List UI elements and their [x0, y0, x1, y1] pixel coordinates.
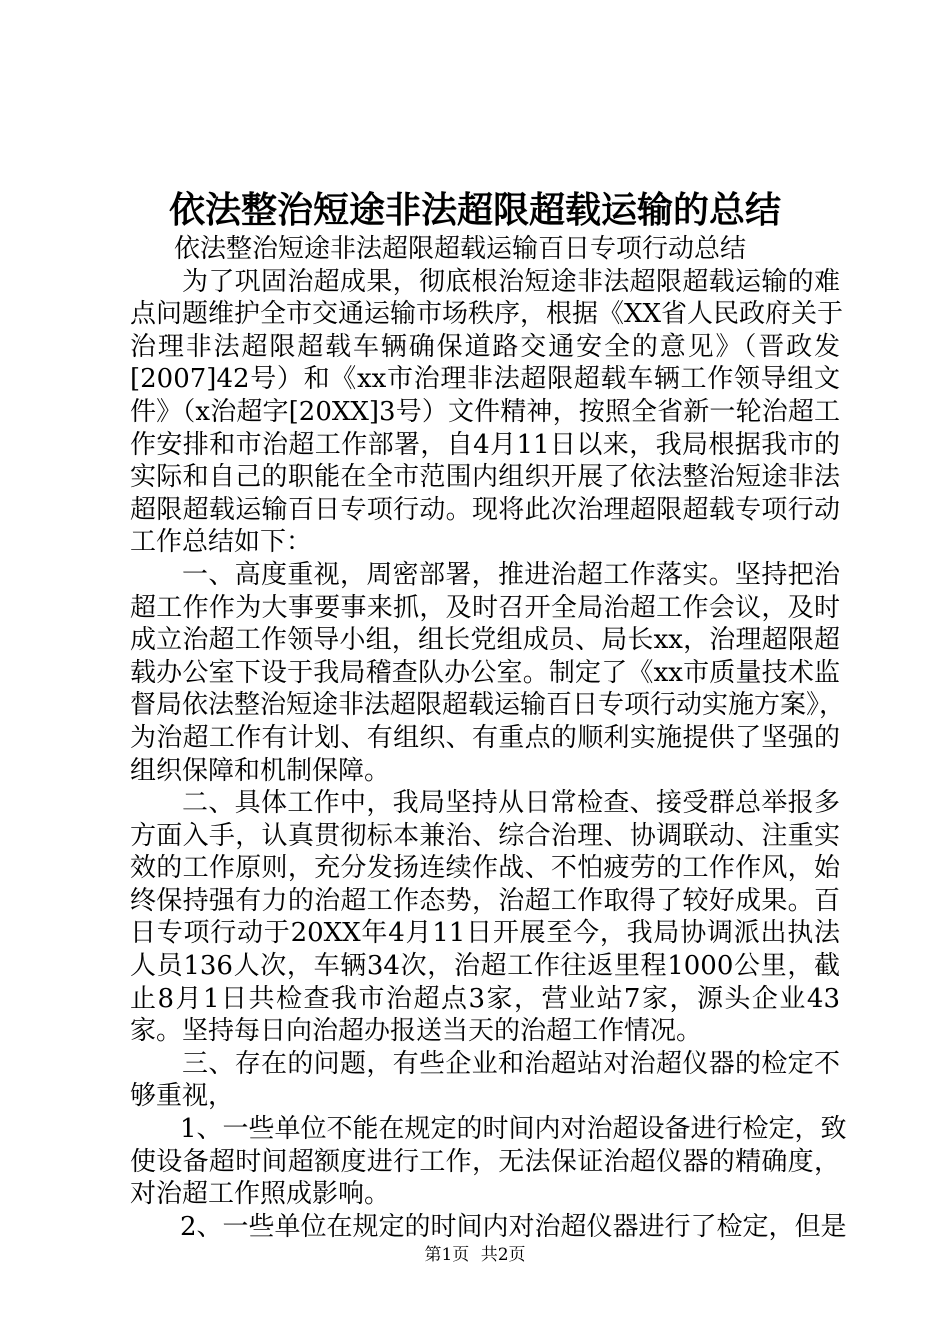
- document-body: [130, 233, 847, 1243]
- paragraph-line: 为治超工作有计划、有组织、有重点的顺利实施提供了坚强的: [130, 722, 840, 753]
- page-total: 共2页: [480, 1245, 526, 1265]
- paragraph-line: 2、一些单位在规定的时间内对治超仪器进行了检定，但是: [180, 1211, 847, 1242]
- paragraph-line: 对治超工作照成影响。: [130, 1179, 391, 1210]
- paragraph-line: 效的工作原则，充分发扬连续作战、不怕疲劳的工作作风，始: [130, 853, 840, 884]
- paragraph-line: 作安排和市治超工作部署，自4月11日以来，我局根据我市的: [130, 429, 840, 460]
- paragraph-line: 使设备超时间超额度进行工作，无法保证治超仪器的精确度，: [130, 1146, 840, 1177]
- paragraph-line: 成立治超工作领导小组，组长党组成员、局长xx，治理超限超: [130, 625, 840, 656]
- paragraph-line: 载办公室下设于我局稽查队办公室。制定了《xx市质量技术监: [130, 657, 840, 688]
- paragraph-line: 人员136人次，车辆34次，治超工作往返里程1000公里，截: [130, 951, 840, 982]
- paragraph-line: 家。坚持每日向治超办报送当天的治超工作情况。: [130, 1016, 703, 1047]
- paragraph-line: 超限超载运输百日专项行动。现将此次治理超限超载专项行动: [130, 494, 840, 525]
- paragraph-line: 实际和自己的职能在全市范围内组织开展了依法整治短途非法: [130, 462, 840, 493]
- paragraph-line: 方面入手，认真贯彻标本兼治、综合治理、协调联动、注重实: [130, 820, 840, 851]
- page-footer: [0, 1243, 950, 1267]
- paragraph-line: 一、高度重视，周密部署，推进治超工作落实。坚持把治: [182, 559, 840, 590]
- paragraph-line: 工作总结如下：: [130, 527, 313, 558]
- paragraph-line: 够重视，: [130, 1081, 235, 1112]
- paragraph-line: 督局依法整治短途非法超限超载运输百日专项行动实施方案》，: [130, 690, 846, 721]
- document-title: 依法整治短途非法超限超载运输的总结: [168, 189, 781, 231]
- paragraph-line: 超工作作为大事要事来抓，及时召开全局治超工作会议，及时: [130, 592, 840, 623]
- paragraph-line: 件》（x治超字[20XX]3号）文件精神，按照全省新一轮治超工: [130, 396, 840, 427]
- paragraph-line: 日专项行动于20XX年4月11日开展至今，我局协调派出执法: [130, 918, 840, 949]
- paragraph-line: [2007]42号）和《xx市治理非法超限超载车辆工作领导组文: [130, 364, 840, 395]
- paragraph-line: 为了巩固治超成果，彻底根治短途非法超限超载运输的难: [182, 266, 840, 297]
- document-subtitle: 依法整治短途非法超限超载运输百日专项行动总结: [174, 234, 747, 264]
- paragraph-line: 三、存在的问题，有些企业和治超站对治超仪器的检定不: [182, 1048, 840, 1079]
- paragraph-line: 止8月1日共检查我市治超点3家，营业站7家，源头企业43: [130, 983, 840, 1014]
- paragraph-line: 点问题维护全市交通运输市场秩序，根据《XX省人民政府关于: [130, 299, 844, 330]
- paragraph-line: 组织保障和机制保障。: [130, 755, 391, 786]
- paragraph-line: 治理非法超限超载车辆确保道路交通安全的意见》（晋政发: [130, 331, 840, 362]
- page-number: 第1页: [424, 1245, 470, 1265]
- paragraph-line: 1、一些单位不能在规定的时间内对治超设备进行检定，致: [180, 1114, 847, 1145]
- paragraph-line: 二、具体工作中，我局坚持从日常检查、接受群总举报多: [182, 788, 840, 819]
- paragraph-line: 终保持强有力的治超工作态势，治超工作取得了较好成果。百: [130, 885, 840, 916]
